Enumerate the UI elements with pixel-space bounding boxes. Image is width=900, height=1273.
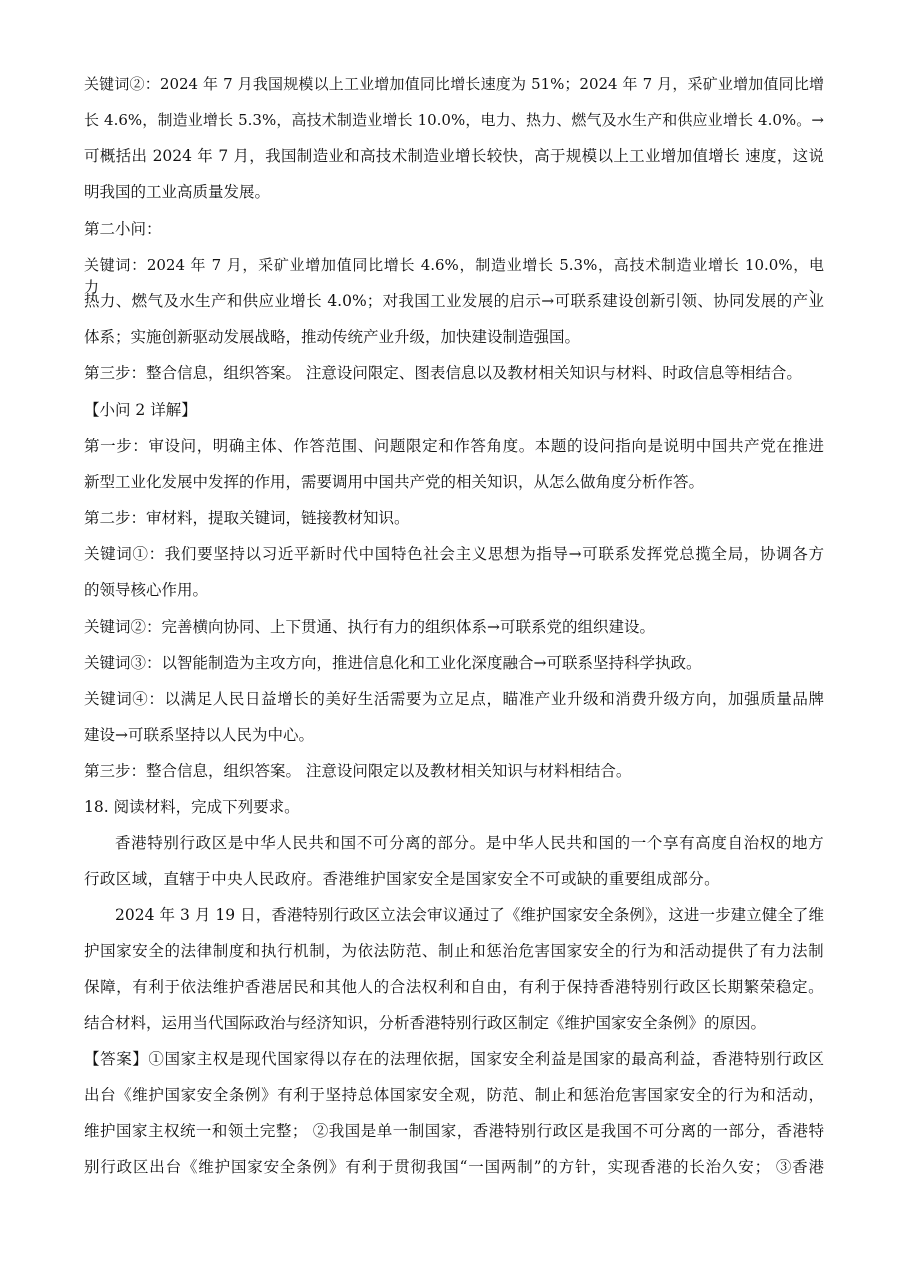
text-line: 第三步：整合信息，组织答案。 注意设问限定、图表信息以及教材相关知识与材料、时政信息等相结合。 <box>84 364 802 382</box>
text-line: 关键词④：以满足人民日益增长的美好生活需要为立足点，瞄准产业升级和消费升级方向，加强质量品牌 <box>84 690 824 708</box>
text-line: 第二步：审材料，提取关键词，链接教材知识。 <box>84 509 410 527</box>
answer-line: 【答案】①国家主权是现代国家得以存在的法理依据，国家安全利益是国家的最高利益，香港特别行政区 <box>84 1050 824 1068</box>
text-line: 明我国的工业高质量发展。 <box>84 183 271 201</box>
text-line: 关键词③：以智能制造为主攻方向，推进信息化和工业化深度融合→可联系坚持科学执政。 <box>84 654 702 672</box>
text-line: 关键词②：完善横向协同、上下贯通、执行有力的组织体系→可联系党的组织建设。 <box>84 618 655 636</box>
text-line: 第三步：整合信息，组织答案。 注意设问限定以及教材相关知识与材料相结合。 <box>84 762 632 780</box>
text-line: 的领导核心作用。 <box>84 581 209 599</box>
text-line: 关键词①：我们要坚持以习近平新时代中国特色社会主义思想为指导→可联系发挥党总揽全局，协调各方 <box>84 545 824 563</box>
text-line: 长 4.6%，制造业增长 5.3%，高技术制造业增长 10.0%，电力、热力、燃气及水生产和供应业增长 4.0%。→ <box>84 111 824 129</box>
text-line: 关键词：2024 年 7 月，采矿业增加值同比增长 4.6%，制造业增长 5.3%，高技术制造业增长 10.0%，电力、 <box>84 256 824 296</box>
text-line: 建设→可联系坚持以人民为中心。 <box>84 726 314 744</box>
section-heading: 【小问 2 详解】 <box>84 401 197 419</box>
question-number: 18. 阅读材料，完成下列要求。 <box>84 798 300 816</box>
material-line: 香港特别行政区是中华人民共和国不可分离的部分。是中华人民共和国的一个享有高度自治权的地方 <box>115 834 824 852</box>
text-line: 体系；实施创新驱动发展战略，推动传统产业升级，加快建设制造强国。 <box>84 328 581 346</box>
answer-line: 维护国家主权统一和领土完整； ②我国是单一制国家，香港特别行政区是我国不可分离的一部分，香港特 <box>84 1122 824 1140</box>
text-line: 关键词②：2024 年 7 月我国规模以上工业增加值同比增长速度为 51%；2024 年 7 月，采矿业增加值同比增 <box>84 75 824 93</box>
material-line: 2024 年 3 月 19 日，香港特别行政区立法会审议通过了《维护国家安全条例》，这进一步建立健全了维 <box>115 906 824 924</box>
text-line: 第一步：审设问，明确主体、作答范围、问题限定和作答角度。本题的设问指向是说明中国共产党在推进 <box>84 437 824 455</box>
material-line: 保障，有利于依法维护香港居民和其他人的合法权利和自由，有利于保持香港特别行政区长期繁荣稳定。 <box>84 978 824 996</box>
material-line: 行政区域，直辖于中央人民政府。香港维护国家安全是国家安全不可或缺的重要组成部分。 <box>84 870 721 888</box>
question-text: 结合材料，运用当代国际政治与经济知识，分析香港特别行政区制定《维护国家安全条例》的原因。 <box>84 1014 767 1032</box>
text-line: 新型工业化发展中发挥的作用，需要调用中国共产党的相关知识，从怎么做角度分析作答。 <box>84 473 705 491</box>
text-line: 可概括出 2024 年 7 月，我国制造业和高技术制造业增长较快，高于规模以上工业增加值增长 速度，这说 <box>84 147 824 165</box>
text-line: 热力、燃气及水生产和供应业增长 4.0%；对我国工业发展的启示→可联系建设创新引领、协同发展的产业 <box>84 292 824 310</box>
answer-line: 别行政区出台《维护国家安全条例》有利于贯彻我国“一国两制”的方针，实现香港的长治久安； ③香港 <box>84 1158 824 1176</box>
answer-line: 出台《维护国家安全条例》有利于坚持总体国家安全观，防范、制止和惩治危害国家安全的行为和活动， <box>84 1086 824 1104</box>
section-heading: 第二小问： <box>84 220 162 238</box>
material-line: 护国家安全的法律制度和执行机制，为依法防范、制止和惩治危害国家安全的行为和活动提供了有力法制 <box>84 942 824 960</box>
